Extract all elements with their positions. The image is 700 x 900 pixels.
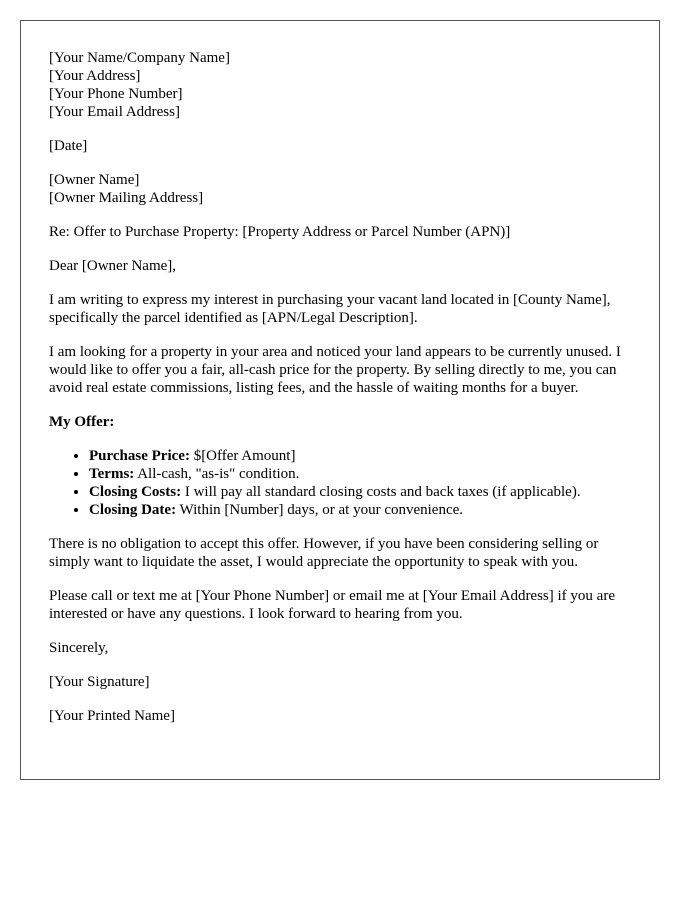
term-label: Closing Costs: [89,484,182,500]
sender-address: [Your Address] [49,68,141,84]
subject-line: Re: Offer to Purchase Property: [Property Address or Parcel Number (APN)] [49,224,511,240]
term-label: Purchase Price: [89,448,190,464]
sender-block [49,49,631,121]
closing-line: Sincerely, [49,640,109,656]
recipient-address: [Owner Mailing Address] [49,190,204,206]
signature-line: [Your Signature] [49,674,150,690]
term-label: Closing Date: [89,502,177,518]
offer-list [49,447,631,519]
term-value: I will pay all standard closing costs and back taxes (if applicable). [181,484,581,500]
letter [20,20,660,780]
term-value: All-cash, "as-is" condition. [134,466,300,482]
recipient-block [49,171,631,207]
term-value: $[Offer Amount] [189,448,296,464]
sender-email: [Your Email Address] [49,104,180,120]
offer-heading: My Offer: [49,414,115,430]
term-value: Within [Number] days, or at your convenience. [176,502,464,518]
list-item [89,483,631,501]
body-paragraph: I am looking for a property in your area and noticed your land appears to be currently unused. I would like to offer you a fair, all-cash price for the property. By selling directly to me, you can avoid real estate commissions, listing fees, and the hassle of waiting months for a buyer. [49,344,621,396]
salutation: Dear [Owner Name], [49,258,177,274]
list-item [89,447,631,465]
list-item [89,501,631,519]
obligation-paragraph: There is no obligation to accept this offer. However, if you have been considering selling or simply want to liquidate the asset, I would appreciate the opportunity to speak with you. [49,536,599,570]
list-item [89,465,631,483]
intro-paragraph: I am writing to express my interest in purchasing your vacant land located in [County Name], specifically the parcel identified as [APN/Legal Description]. [49,292,611,326]
term-label: Terms: [89,466,135,482]
recipient-name: [Owner Name] [49,172,140,188]
sender-name: [Your Name/Company Name] [49,50,230,66]
letter-date: [Date] [49,138,88,154]
printed-name-line: [Your Printed Name] [49,708,175,724]
contact-paragraph: Please call or text me at [Your Phone Number] or email me at [Your Email Address] if you are interested or have any questions. I look forward to hearing from you. [49,588,615,622]
sender-phone: [Your Phone Number] [49,86,183,102]
